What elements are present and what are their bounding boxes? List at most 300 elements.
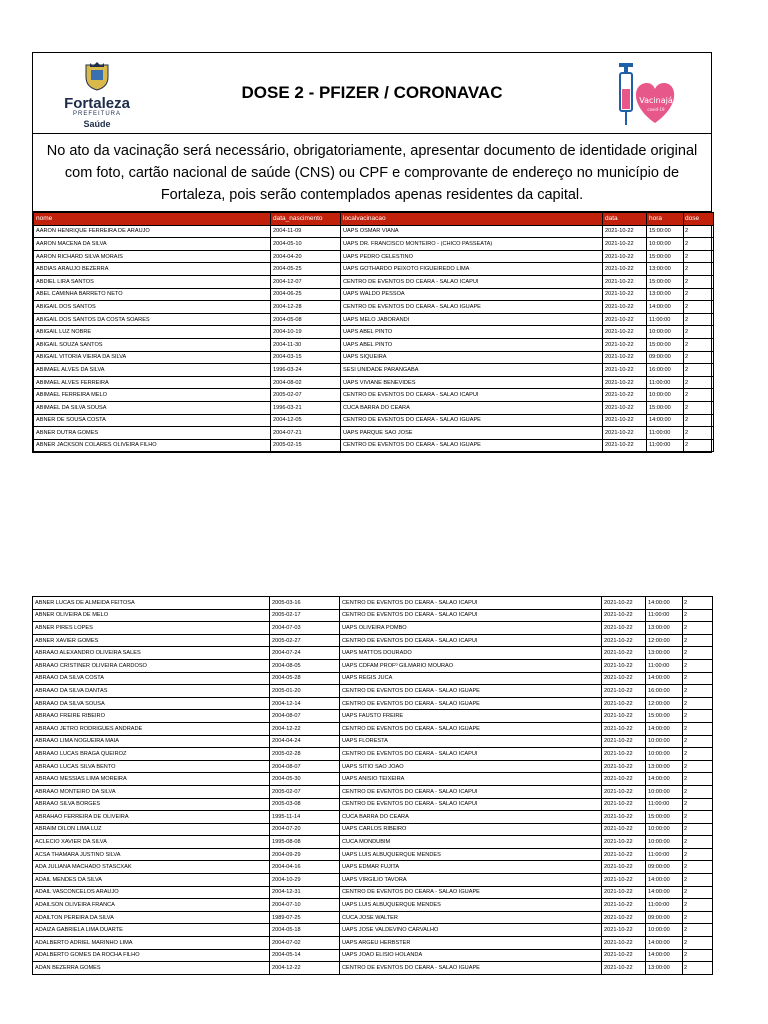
cell-nome: ADAIZA GABRIELA LIMA DUARTE bbox=[33, 924, 270, 937]
table-row bbox=[34, 364, 714, 377]
cell-data: 2021-10-22 bbox=[602, 886, 646, 899]
cell-data-nascimento: 2005-01-20 bbox=[270, 685, 340, 698]
cell-dose: 2 bbox=[684, 250, 714, 263]
cell-data: 2021-10-22 bbox=[603, 238, 647, 251]
cell-data: 2021-10-22 bbox=[602, 899, 646, 912]
cell-hora: 12:00:00 bbox=[646, 697, 683, 710]
cell-hora: 14:00:00 bbox=[646, 874, 683, 887]
cell-localvacinacao: UAPS JOAO ELISIO HOLANDA bbox=[340, 949, 602, 962]
cell-dose: 2 bbox=[683, 962, 713, 975]
cell-nome: ABIGAIL DOS SANTOS DA COSTA SOARES bbox=[34, 313, 271, 326]
cell-data-nascimento: 2004-07-03 bbox=[270, 622, 340, 635]
cell-localvacinacao: UAPS MELO JABORANDI bbox=[341, 313, 603, 326]
cell-localvacinacao: CENTRO DE EVENTOS DO CEARA - SALAO ICAPUI bbox=[340, 785, 602, 798]
cell-data: 2021-10-22 bbox=[602, 911, 646, 924]
table-row bbox=[33, 748, 713, 761]
cell-data: 2021-10-22 bbox=[602, 798, 646, 811]
cell-data: 2021-10-22 bbox=[602, 634, 646, 647]
cell-data: 2021-10-22 bbox=[603, 351, 647, 364]
cell-localvacinacao: CENTRO DE EVENTOS DO CEARA - SALAO ICAPUI bbox=[340, 798, 602, 811]
cell-nome: ABIGAIL LUZ NOBRE bbox=[34, 326, 271, 339]
table-row bbox=[33, 609, 713, 622]
table-row bbox=[33, 937, 713, 950]
cell-data-nascimento: 2004-06-25 bbox=[271, 288, 341, 301]
cell-hora: 10:00:00 bbox=[646, 748, 683, 761]
cell-localvacinacao: CENTRO DE EVENTOS DO CEARA - SALAO IGUAPE bbox=[341, 439, 603, 452]
table-row bbox=[34, 351, 714, 364]
cell-nome: ABRAAO LIMA NOGUEIRA MAIA bbox=[33, 735, 270, 748]
table-row bbox=[34, 288, 714, 301]
cell-data: 2021-10-22 bbox=[603, 250, 647, 263]
table-row bbox=[33, 760, 713, 773]
cell-data: 2021-10-22 bbox=[603, 389, 647, 402]
cell-hora: 09:00:00 bbox=[646, 861, 683, 874]
cell-data-nascimento: 1995-08-08 bbox=[270, 836, 340, 849]
cell-data: 2021-10-22 bbox=[602, 748, 646, 761]
cell-data-nascimento: 2005-02-07 bbox=[270, 785, 340, 798]
cell-localvacinacao: UAPS PEDRO CELESTINO bbox=[341, 250, 603, 263]
cell-data-nascimento: 1995-11-14 bbox=[270, 811, 340, 824]
cell-data: 2021-10-22 bbox=[602, 597, 646, 610]
cell-localvacinacao: CENTRO DE EVENTOS DO CEARA - SALAO IGUAPE bbox=[340, 697, 602, 710]
table-row bbox=[33, 823, 713, 836]
cell-localvacinacao: CENTRO DE EVENTOS DO CEARA - SALAO IGUAPE bbox=[340, 722, 602, 735]
cell-nome: ABNER LUCAS DE ALMEIDA FEITOSA bbox=[33, 597, 270, 610]
cell-nome: ABNER DE SOUSA COSTA bbox=[34, 414, 271, 427]
cell-hora: 11:00:00 bbox=[647, 439, 684, 452]
logo-prefeitura: PREFEITURA bbox=[72, 111, 121, 117]
cell-nome: ABNER PIRES LOPES bbox=[33, 622, 270, 635]
cell-localvacinacao: UAPS REGIS JUCA bbox=[340, 672, 602, 685]
cell-hora: 15:00:00 bbox=[646, 710, 683, 723]
table-row bbox=[33, 672, 713, 685]
cell-data: 2021-10-22 bbox=[603, 414, 647, 427]
cell-dose: 2 bbox=[683, 811, 713, 824]
cell-nome: ADALBERTO GOMES DA ROCHA FILHO bbox=[33, 949, 270, 962]
cell-data-nascimento: 2004-07-02 bbox=[270, 937, 340, 950]
table-row bbox=[34, 389, 714, 402]
cell-data-nascimento: 2004-04-16 bbox=[270, 861, 340, 874]
col-hora: hora bbox=[647, 213, 684, 226]
cell-nome: ADA JULIANA MACHADO STASCXAK bbox=[33, 861, 270, 874]
cell-nome: ABIGAIL DOS SANTOS bbox=[34, 301, 271, 314]
table-row bbox=[34, 401, 714, 414]
cell-data-nascimento: 2005-02-27 bbox=[270, 634, 340, 647]
cell-data-nascimento: 2004-08-07 bbox=[270, 710, 340, 723]
cell-data-nascimento: 2004-10-29 bbox=[270, 874, 340, 887]
cell-hora: 09:00:00 bbox=[647, 351, 684, 364]
cell-dose: 2 bbox=[684, 238, 714, 251]
cell-data: 2021-10-22 bbox=[602, 609, 646, 622]
cell-localvacinacao: UAPS SIQUEIRA bbox=[341, 351, 603, 364]
table-row bbox=[34, 414, 714, 427]
cell-data-nascimento: 2004-05-28 bbox=[270, 672, 340, 685]
cell-data: 2021-10-22 bbox=[602, 861, 646, 874]
cell-data-nascimento: 2004-07-20 bbox=[270, 823, 340, 836]
cell-data: 2021-10-22 bbox=[603, 288, 647, 301]
table-row bbox=[33, 785, 713, 798]
cell-hora: 09:00:00 bbox=[646, 911, 683, 924]
cell-data: 2021-10-22 bbox=[602, 685, 646, 698]
cell-localvacinacao: CENTRO DE EVENTOS DO CEARA - SALAO IGUAPE bbox=[340, 886, 602, 899]
cell-localvacinacao: UAPS DR. FRANCISCO MONTEIRO - (CHICO PASSEATA) bbox=[341, 238, 603, 251]
cell-data: 2021-10-22 bbox=[602, 760, 646, 773]
cell-localvacinacao: UAPS FLORESTA bbox=[340, 735, 602, 748]
table-row bbox=[33, 861, 713, 874]
cell-data-nascimento: 2004-05-14 bbox=[270, 949, 340, 962]
cell-localvacinacao: UAPS CARLOS RIBEIRO bbox=[340, 823, 602, 836]
cell-dose: 2 bbox=[684, 351, 714, 364]
cell-dose: 2 bbox=[684, 338, 714, 351]
cell-localvacinacao: UAPS WALDO PESSOA bbox=[341, 288, 603, 301]
cell-localvacinacao: UAPS GOTHARDO PEIXOTO FIGUEIREDO LIMA bbox=[341, 263, 603, 276]
cell-localvacinacao: CENTRO DE EVENTOS DO CEARA - SALAO ICAPUI bbox=[341, 389, 603, 402]
cell-localvacinacao: UAPS JOSE VALDEVINO CARVALHO bbox=[340, 924, 602, 937]
cell-nome: ABIMAEL DA SILVA SOUSA bbox=[34, 401, 271, 414]
table-row bbox=[33, 773, 713, 786]
cell-hora: 10:00:00 bbox=[646, 836, 683, 849]
cell-nome: ABRAIM DILON LIMA LUZ bbox=[33, 823, 270, 836]
cell-nome: ADAILTON PEREIRA DA SILVA bbox=[33, 911, 270, 924]
table-row bbox=[33, 647, 713, 660]
cell-data-nascimento: 2004-12-14 bbox=[270, 697, 340, 710]
cell-hora: 14:00:00 bbox=[646, 672, 683, 685]
table-row bbox=[33, 899, 713, 912]
cell-data-nascimento: 2004-05-30 bbox=[270, 773, 340, 786]
cell-data-nascimento: 2004-12-31 bbox=[270, 886, 340, 899]
cell-hora: 14:00:00 bbox=[646, 949, 683, 962]
cell-hora: 14:00:00 bbox=[646, 597, 683, 610]
cell-data-nascimento: 2005-02-07 bbox=[271, 389, 341, 402]
cell-dose: 2 bbox=[684, 326, 714, 339]
cell-data-nascimento: 1996-03-24 bbox=[271, 364, 341, 377]
cell-nome: ABIGAIL VITORIA VIEIRA DA SILVA bbox=[34, 351, 271, 364]
cell-hora: 14:00:00 bbox=[647, 301, 684, 314]
cell-data: 2021-10-22 bbox=[602, 672, 646, 685]
cell-localvacinacao: CENTRO DE EVENTOS DO CEARA - SALAO ICAPUI bbox=[340, 748, 602, 761]
table-row bbox=[33, 659, 713, 672]
cell-nome: ABIMAEL ALVES FERREIRA bbox=[34, 376, 271, 389]
table-row bbox=[34, 238, 714, 251]
table-body-2 bbox=[33, 597, 713, 975]
cell-dose: 2 bbox=[683, 672, 713, 685]
cell-hora: 13:00:00 bbox=[647, 263, 684, 276]
cell-hora: 14:00:00 bbox=[646, 937, 683, 950]
cell-nome: ABDIAS ARAUJO BEZERRA bbox=[34, 263, 271, 276]
table-row bbox=[33, 735, 713, 748]
cell-hora: 10:00:00 bbox=[646, 924, 683, 937]
cell-localvacinacao: UAPS MATTOS DOURADO bbox=[340, 647, 602, 660]
cell-hora: 15:00:00 bbox=[647, 225, 684, 238]
cell-data: 2021-10-22 bbox=[602, 785, 646, 798]
cell-hora: 12:00:00 bbox=[646, 634, 683, 647]
cell-nome: ABNER JACKSON COLARES OLIVEIRA FILHO bbox=[34, 439, 271, 452]
cell-dose: 2 bbox=[683, 836, 713, 849]
cell-nome: ABRAAO DA SILVA SOUSA bbox=[33, 697, 270, 710]
cell-localvacinacao: CENTRO DE EVENTOS DO CEARA - SALAO ICAPUI bbox=[340, 609, 602, 622]
cell-hora: 13:00:00 bbox=[646, 622, 683, 635]
document-frame bbox=[32, 52, 712, 453]
cell-nome: ABRAHAO FERREIRA DE OLIVEIRA bbox=[33, 811, 270, 824]
cell-data-nascimento: 2005-02-17 bbox=[270, 609, 340, 622]
cell-localvacinacao: CUCA JOSE WALTER bbox=[340, 911, 602, 924]
cell-data: 2021-10-22 bbox=[603, 313, 647, 326]
table-header-row bbox=[34, 213, 714, 226]
cell-nome: AARON RICHARD SILVA MORAIS bbox=[34, 250, 271, 263]
cell-localvacinacao: CENTRO DE EVENTOS DO CEARA - SALAO ICAPUI bbox=[340, 597, 602, 610]
cell-dose: 2 bbox=[683, 710, 713, 723]
schedule-table-1 bbox=[33, 212, 714, 452]
cell-nome: ADALBERTO ADRIEL MARINHO LIMA bbox=[33, 937, 270, 950]
cell-dose: 2 bbox=[683, 735, 713, 748]
col-nome: nome bbox=[34, 213, 271, 226]
cell-dose: 2 bbox=[683, 798, 713, 811]
cell-dose: 2 bbox=[684, 364, 714, 377]
cell-nome: ADAN BEZERRA GOMES bbox=[33, 962, 270, 975]
table-row bbox=[34, 439, 714, 452]
cell-data: 2021-10-22 bbox=[602, 659, 646, 672]
table-body-1 bbox=[34, 225, 714, 452]
cell-data-nascimento: 2004-04-20 bbox=[271, 250, 341, 263]
cell-hora: 10:00:00 bbox=[646, 735, 683, 748]
cell-hora: 10:00:00 bbox=[647, 326, 684, 339]
cell-localvacinacao: CENTRO DE EVENTOS DO CEARA - SALAO IGUAPE bbox=[340, 962, 602, 975]
cell-hora: 11:00:00 bbox=[646, 899, 683, 912]
cell-nome: ABRAAO FREIRE RIBEIRO bbox=[33, 710, 270, 723]
cell-hora: 14:00:00 bbox=[646, 722, 683, 735]
cell-hora: 13:00:00 bbox=[646, 962, 683, 975]
cell-localvacinacao: UAPS VIRGILIO TAVORA bbox=[340, 874, 602, 887]
table-row bbox=[34, 225, 714, 238]
table-row bbox=[34, 275, 714, 288]
cell-dose: 2 bbox=[684, 301, 714, 314]
cell-hora: 15:00:00 bbox=[647, 401, 684, 414]
table-row bbox=[33, 685, 713, 698]
cell-dose: 2 bbox=[684, 313, 714, 326]
cell-dose: 2 bbox=[683, 609, 713, 622]
cell-dose: 2 bbox=[683, 697, 713, 710]
cell-data: 2021-10-22 bbox=[603, 301, 647, 314]
table-row bbox=[34, 427, 714, 440]
logo-city: Fortaleza bbox=[64, 95, 130, 112]
cell-nome: AARON MACENA DA SILVA bbox=[34, 238, 271, 251]
cell-data: 2021-10-22 bbox=[603, 275, 647, 288]
cell-data: 2021-10-22 bbox=[602, 823, 646, 836]
cell-data: 2021-10-22 bbox=[602, 773, 646, 786]
cell-data-nascimento: 2004-11-30 bbox=[271, 338, 341, 351]
cell-dose: 2 bbox=[684, 275, 714, 288]
cell-hora: 11:00:00 bbox=[646, 659, 683, 672]
cell-nome: ABNER XAVIER GOMES bbox=[33, 634, 270, 647]
cell-data-nascimento: 2004-08-02 bbox=[271, 376, 341, 389]
cell-localvacinacao: UAPS VIVIANE BENEVIDES bbox=[341, 376, 603, 389]
cell-dose: 2 bbox=[683, 785, 713, 798]
cell-hora: 15:00:00 bbox=[646, 811, 683, 824]
cell-localvacinacao: CUCA MONDUBIM bbox=[340, 836, 602, 849]
table-row bbox=[34, 338, 714, 351]
cell-localvacinacao: UAPS CDFAM PROFº GILMARIO MOURAO bbox=[340, 659, 602, 672]
cell-dose: 2 bbox=[683, 748, 713, 761]
cell-nome: ABIMAEL ALVES DA SILVA bbox=[34, 364, 271, 377]
cell-localvacinacao: UAPS OSMAR VIANA bbox=[341, 225, 603, 238]
table-row bbox=[33, 924, 713, 937]
cell-hora: 11:00:00 bbox=[647, 313, 684, 326]
cell-nome: ABRAAO DA SILVA COSTA bbox=[33, 672, 270, 685]
cell-data: 2021-10-22 bbox=[603, 225, 647, 238]
cell-localvacinacao: UAPS ANISIO TEIXEIRA bbox=[340, 773, 602, 786]
cell-localvacinacao: UAPS LUIS ALBUQUERQUE MENDES bbox=[340, 899, 602, 912]
cell-hora: 11:00:00 bbox=[647, 376, 684, 389]
cell-nome: ABRAAO MONTEIRO DA SILVA bbox=[33, 785, 270, 798]
cell-dose: 2 bbox=[683, 861, 713, 874]
cell-nome: ABRAAO JETRO RODRIGUES ANDRADE bbox=[33, 722, 270, 735]
cell-data-nascimento: 2004-12-28 bbox=[271, 301, 341, 314]
table-row bbox=[33, 874, 713, 887]
cell-dose: 2 bbox=[683, 937, 713, 950]
cell-localvacinacao: CUCA BARRA DO CEARA bbox=[340, 811, 602, 824]
cell-dose: 2 bbox=[683, 659, 713, 672]
cell-dose: 2 bbox=[683, 848, 713, 861]
table-row bbox=[33, 962, 713, 975]
cell-data: 2021-10-22 bbox=[603, 376, 647, 389]
cell-data-nascimento: 2004-07-21 bbox=[271, 427, 341, 440]
table-row bbox=[33, 697, 713, 710]
cell-data: 2021-10-22 bbox=[602, 848, 646, 861]
cell-dose: 2 bbox=[684, 389, 714, 402]
cell-dose: 2 bbox=[684, 439, 714, 452]
cell-data: 2021-10-22 bbox=[603, 427, 647, 440]
cell-hora: 13:00:00 bbox=[647, 288, 684, 301]
cell-hora: 10:00:00 bbox=[647, 389, 684, 402]
cell-dose: 2 bbox=[684, 414, 714, 427]
table-row bbox=[33, 886, 713, 899]
cell-dose: 2 bbox=[683, 924, 713, 937]
cell-hora: 14:00:00 bbox=[647, 414, 684, 427]
table-row bbox=[33, 836, 713, 849]
cell-data: 2021-10-22 bbox=[602, 697, 646, 710]
cell-hora: 15:00:00 bbox=[647, 275, 684, 288]
cell-hora: 15:00:00 bbox=[647, 338, 684, 351]
cell-localvacinacao: CUCA BARRA DO CEARA bbox=[341, 401, 603, 414]
vacina-logo-sub: covid-19 bbox=[647, 107, 665, 112]
cell-data-nascimento: 2004-04-24 bbox=[270, 735, 340, 748]
cell-data: 2021-10-22 bbox=[602, 937, 646, 950]
table-row bbox=[34, 313, 714, 326]
cell-localvacinacao: CENTRO DE EVENTOS DO CEARA - SALAO ICAPUI bbox=[340, 634, 602, 647]
table-row bbox=[34, 326, 714, 339]
table-row bbox=[33, 622, 713, 635]
cell-localvacinacao: UAPS OLIVEIRA POMBO bbox=[340, 622, 602, 635]
cell-hora: 10:00:00 bbox=[646, 823, 683, 836]
cell-dose: 2 bbox=[684, 401, 714, 414]
cell-dose: 2 bbox=[683, 760, 713, 773]
table-row bbox=[33, 811, 713, 824]
cell-hora: 11:00:00 bbox=[647, 427, 684, 440]
cell-nome: ABRAAO LUCAS BRAGA QUEIROZ bbox=[33, 748, 270, 761]
cell-hora: 11:00:00 bbox=[646, 798, 683, 811]
col-dose: dose bbox=[684, 213, 714, 226]
cell-localvacinacao: UAPS ABEL PINTO bbox=[341, 326, 603, 339]
cell-nome: ABRAAO MESSIAS LIMA MOREIRA bbox=[33, 773, 270, 786]
cell-dose: 2 bbox=[683, 823, 713, 836]
cell-localvacinacao: UAPS EDMAR FUJITA bbox=[340, 861, 602, 874]
cell-nome: ABRAAO SILVA BORGES bbox=[33, 798, 270, 811]
col-data-nascimento: data_nascimento bbox=[271, 213, 341, 226]
notice-text: No ato da vacinação será necessário, obrigatoriamente, apresentar documento de identidade original com foto, cartão nacional de saúde (CNS) ou CPF e comprovante de endereço no município de Fortaleza, pois serão contemplados apenas residentes da capital. bbox=[33, 134, 711, 212]
page-header bbox=[33, 53, 711, 134]
table-row bbox=[33, 710, 713, 723]
cell-localvacinacao: CENTRO DE EVENTOS DO CEARA - SALAO IGUAPE bbox=[341, 414, 603, 427]
cell-hora: 15:00:00 bbox=[647, 250, 684, 263]
cell-data-nascimento: 2005-02-28 bbox=[270, 748, 340, 761]
cell-nome: ABNER OLIVEIRA DE MELO bbox=[33, 609, 270, 622]
schedule-table-2 bbox=[32, 596, 713, 975]
cell-dose: 2 bbox=[683, 647, 713, 660]
cell-data-nascimento: 2004-12-07 bbox=[271, 275, 341, 288]
table-row bbox=[33, 798, 713, 811]
vacina-logo-text: Vacinajá bbox=[639, 96, 673, 105]
cell-localvacinacao: UAPS SITIO SAO JOAO bbox=[340, 760, 602, 773]
cell-data: 2021-10-22 bbox=[602, 924, 646, 937]
cell-nome: ABNER DUTRA GOMES bbox=[34, 427, 271, 440]
cell-data-nascimento: 2004-05-18 bbox=[270, 924, 340, 937]
table-row bbox=[34, 250, 714, 263]
cell-nome: ABRAAO ALEXANDRO OLIVEIRA SALES bbox=[33, 647, 270, 660]
cell-data: 2021-10-22 bbox=[603, 326, 647, 339]
cell-dose: 2 bbox=[684, 427, 714, 440]
cell-dose: 2 bbox=[683, 874, 713, 887]
cell-dose: 2 bbox=[684, 288, 714, 301]
cell-dose: 2 bbox=[683, 899, 713, 912]
cell-hora: 13:00:00 bbox=[646, 647, 683, 660]
cell-nome: ACLECIO XAVIER DA SILVA bbox=[33, 836, 270, 849]
cell-hora: 14:00:00 bbox=[646, 773, 683, 786]
cell-dose: 2 bbox=[683, 634, 713, 647]
cell-hora: 13:00:00 bbox=[646, 760, 683, 773]
table-row bbox=[34, 263, 714, 276]
page-title: DOSE 2 - PFIZER / CORONAVAC bbox=[241, 83, 503, 102]
cell-nome: AARON HENRIQUE FERREIRA DE ARAUJO bbox=[34, 225, 271, 238]
cell-data: 2021-10-22 bbox=[602, 710, 646, 723]
cell-data-nascimento: 2004-07-10 bbox=[270, 899, 340, 912]
cell-data-nascimento: 2004-05-08 bbox=[271, 313, 341, 326]
cell-data-nascimento: 2004-12-22 bbox=[270, 722, 340, 735]
cell-data: 2021-10-22 bbox=[603, 364, 647, 377]
table-row bbox=[33, 911, 713, 924]
cell-data-nascimento: 2004-09-29 bbox=[270, 848, 340, 861]
cell-dose: 2 bbox=[683, 886, 713, 899]
cell-dose: 2 bbox=[683, 949, 713, 962]
cell-data-nascimento: 2004-12-22 bbox=[270, 962, 340, 975]
cell-localvacinacao: UAPS ARGEU HERBSTER bbox=[340, 937, 602, 950]
cell-nome: ADAIL MENDES DA SILVA bbox=[33, 874, 270, 887]
cell-data-nascimento: 2004-03-15 bbox=[271, 351, 341, 364]
cell-data-nascimento: 2004-07-24 bbox=[270, 647, 340, 660]
cell-nome: ABEL CAMINHA BARRETO NETO bbox=[34, 288, 271, 301]
table-row bbox=[33, 634, 713, 647]
cell-localvacinacao: UAPS LUIS ALBUQUERQUE MENDES bbox=[340, 848, 602, 861]
table-row bbox=[33, 949, 713, 962]
cell-dose: 2 bbox=[684, 263, 714, 276]
cell-data: 2021-10-22 bbox=[602, 874, 646, 887]
cell-data-nascimento: 2005-03-16 bbox=[270, 597, 340, 610]
cell-nome: ABDIEL LIRA SANTOS bbox=[34, 275, 271, 288]
cell-data: 2021-10-22 bbox=[602, 949, 646, 962]
cell-dose: 2 bbox=[683, 722, 713, 735]
cell-hora: 11:00:00 bbox=[646, 848, 683, 861]
cell-data: 2021-10-22 bbox=[602, 647, 646, 660]
cell-hora: 16:00:00 bbox=[647, 364, 684, 377]
